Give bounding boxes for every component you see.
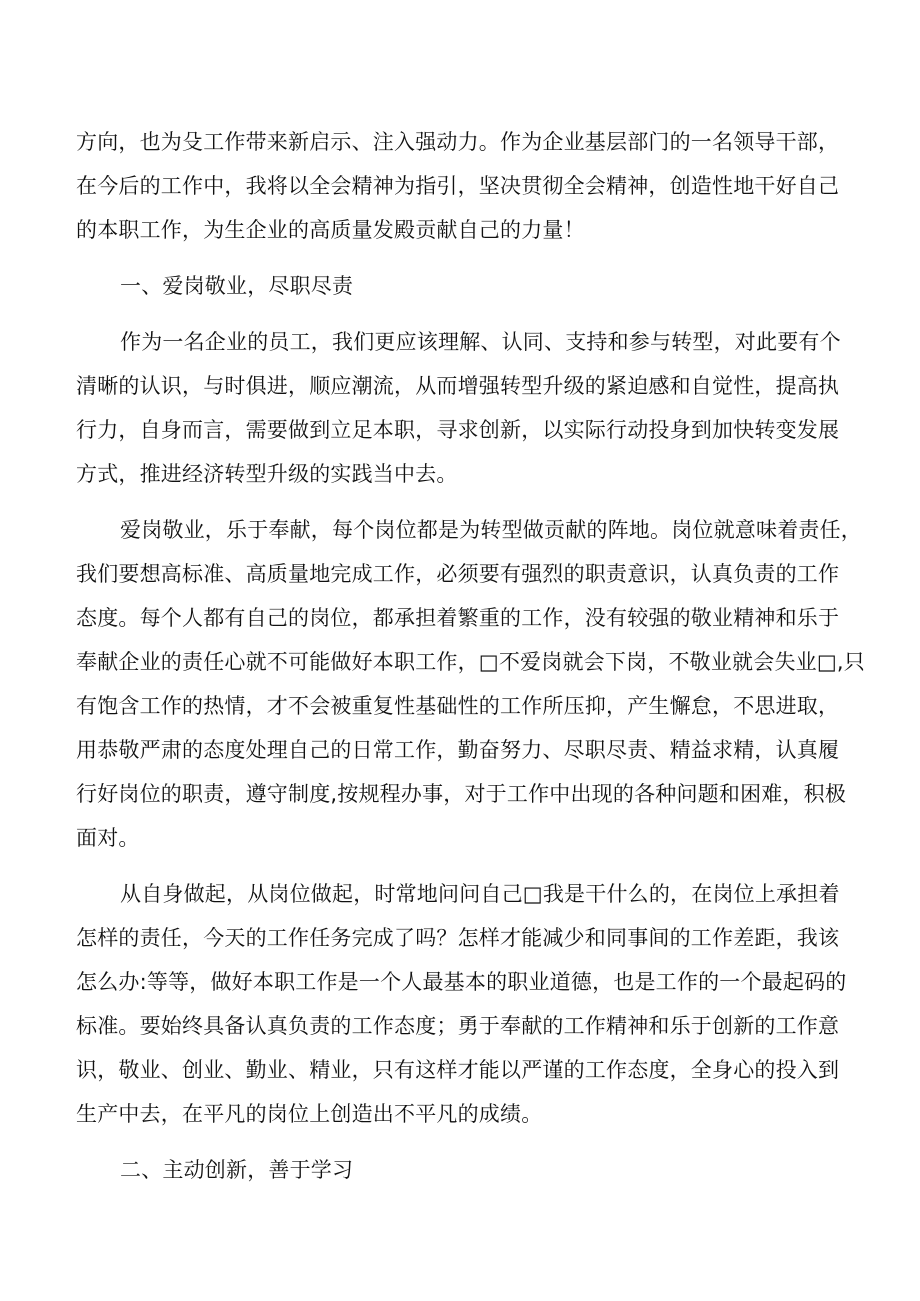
text-line: 面对。: [76, 826, 140, 850]
text-line: 我们要想高标准、高质量地完成工作，必须要有强烈的职责意识，认真负责的工作: [76, 562, 840, 586]
text-line: 方式，推进经济转型升级的实践当中去。: [76, 462, 458, 486]
section-heading-1: 一、爱岗敬业，尽职尽责: [120, 274, 354, 298]
text-line: 作为一名企业的员工，我们更应该理解、认同、支持和参与转型，对此要有个: [120, 330, 841, 354]
text-line: 用恭敬严肃的态度处理自己的日常工作，勤奋努力、尽职尽责、精益求精，认真履: [76, 738, 840, 762]
text-line: 态度。每个人都有自己的岗位，都承担着繁重的工作，没有较强的敬业精神和乐于: [76, 606, 840, 630]
text-line: 怎样的责任，今天的工作任务完成了吗？怎样才能减少和同事间的工作差距，我该: [76, 926, 840, 950]
text-line: 行好岗位的职责，遵守制度,按规程办事，对于工作中出现的各种问题和困难，积极: [76, 782, 847, 806]
text-line: 方向，也为殳工作带来新启示、注入强动力。作为企业基层部门的一名领导干部，: [76, 130, 840, 154]
text-line: 的本职工作，为生企业的高质量发殿贡献自己的力量！: [76, 218, 585, 242]
text-line: 行力，自身而言，需要做到立足本职，寻求创新，以实际行动投身到加快转变发展: [76, 418, 840, 442]
text-line: 生产中去，在平凡的岗位上创造出不平凡的成绩。: [76, 1102, 543, 1126]
text-line: 识，敬业、创业、勤业、精业，只有这样才能以严谨的工作态度，全身心的投入到: [76, 1058, 840, 1082]
text-line: 有饱含工作的热情，才不会被重复性基础性的工作所压抑，产生懈怠，不思进取，: [76, 694, 840, 718]
text-line: 标准。要始终具备认真负责的工作态度；勇于奉献的工作精神和乐于创新的工作意: [76, 1014, 840, 1038]
section-heading-2: 二、主动创新，善于学习: [120, 1158, 354, 1182]
text-line: 爱岗敬业，乐于奉献，每个岗位都是为转型做贡献的阵地。岗位就意味着责任，: [120, 518, 862, 542]
text-line: 清晰的认识，与时俱进，顺应潮流，从而增强转型升级的紧迫感和自觉性，提高执: [76, 374, 840, 398]
text-line: 怎么办:等等，做好本职工作是一个人最基本的职业道德，也是工作的一个最起码的: [76, 970, 847, 994]
text-line: 奉献企业的责任心就不可能做好本职工作，□不爱岗就会下岗，不敬业就会失业□,只: [76, 650, 865, 674]
text-line: 从自身做起，从岗位做起，时常地问问自己□我是干什么的，在岗位上承担着: [120, 882, 840, 906]
text-line: 在今后的工作中，我将以全会精神为指引，坚决贯彻全会精神，创造性地干好自己: [76, 174, 840, 198]
